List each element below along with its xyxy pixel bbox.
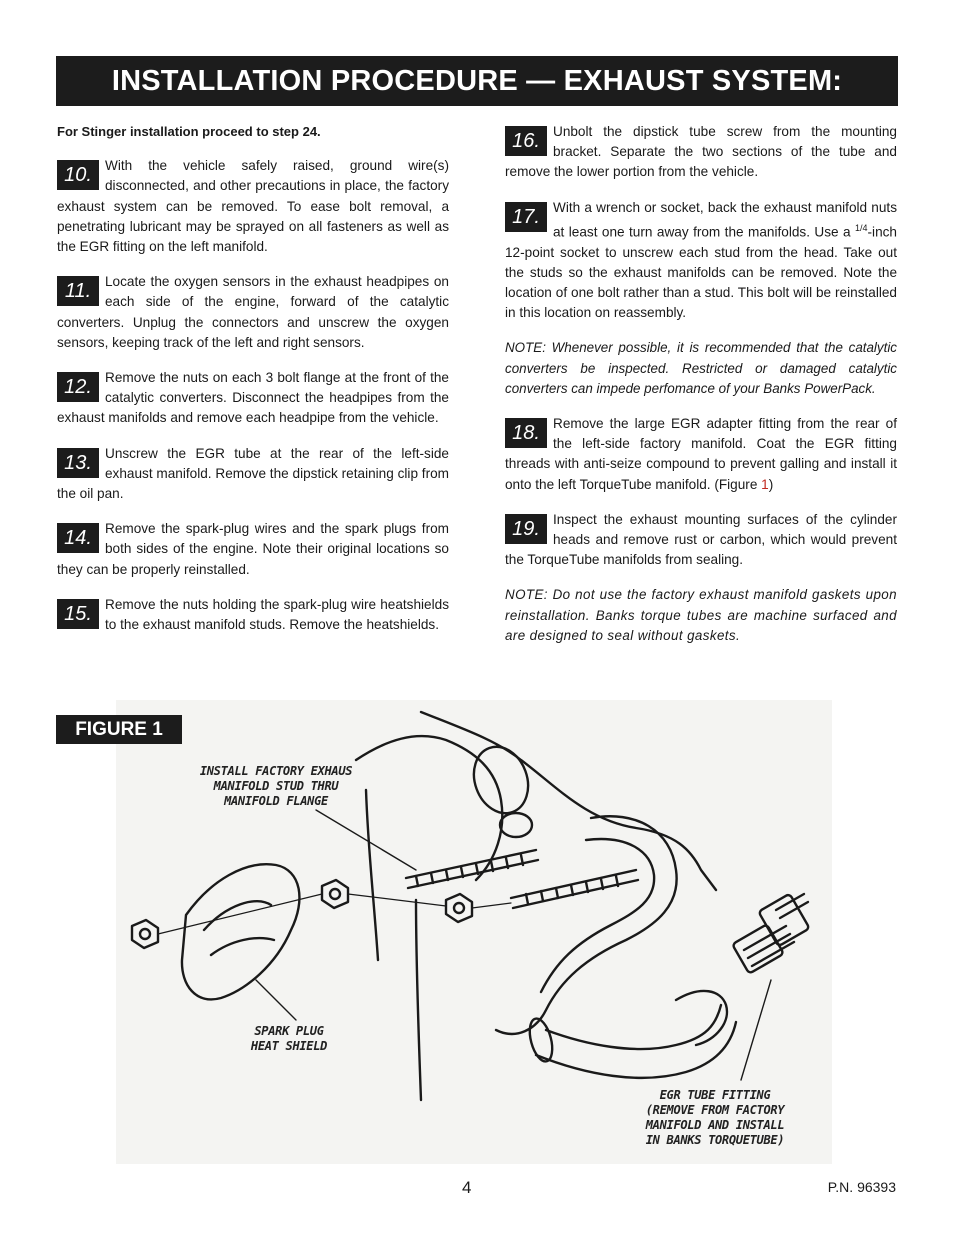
step-number: 11. [57,276,99,306]
exhaust-pipe [546,1005,721,1049]
egr-tube-fitting [732,894,809,974]
manifold-nut [446,894,472,922]
left-column [57,122,449,650]
stud-callout-leader [316,810,416,870]
step-text: Remove the large EGR adapter fitting from the rear of the left-side factory manifold. Coat the EGR fitting threads with anti-seize compound to prevent galling and install it onto the left TorqueTube manifold. (Figure [505,415,897,492]
nut-hole [140,929,150,939]
step-text: Unbolt the dipstick tube screw from the mounting bracket. Separate the two sections of the tube and remove the lower portion from the vehicle. [505,124,897,180]
step-text: With the vehicle safely raised, ground wire(s) disconnected, and other precautions in place, the factory exhaust system can be removed. To ease bolt removal, a penetrating lubricant may be sprayed on all fasteners as well as the EGR fitting on the left manifold. [57,158,449,255]
step-number: 16. [505,126,547,156]
callout-line: MANIFOLD FLANGE [224,794,328,808]
stud-callout [176,764,376,809]
socket-size-fraction: 1/4 [855,222,868,233]
egr-callout-leader [741,980,771,1080]
catalytic-note: NOTE: Whenever possible, it is recommended that the catalytic converters be inspected. Restricted or damaged catalytic converters can impede perfomance of your Banks PowerPack. [505,340,897,396]
step-number: 13. [57,448,99,478]
figure-1-label: FIGURE 1 [56,715,182,744]
spark-plug-heat-shield [182,864,299,999]
step-text: With a wrench or socket, back the exhaust manifold nuts at least one turn away from the manifolds. Use a [553,199,897,240]
torquetube-manifold-inner [541,839,654,992]
manifold-stud [511,870,638,908]
step-text: Remove the nuts on each 3 bolt flange at the front of the catalytic converters. Disconnect the headpipes from the exhaust manifolds and remove each headpipe from the vehicle. [57,370,449,426]
step-text: Unscrew the EGR tube at the rear of the left-side exhaust manifold. Remove the dipstick retaining clip from the oil pan. [57,445,449,502]
step-text-cont: -inch 12-point socket to unscrew each stud from the head. Take out the studs so the exhaust manifolds can be removed. Note the location of one bolt rather than a stud. This bolt will be reinstalled in this location on reassembly. [505,224,897,321]
engine-block [421,712,716,890]
step-13 [57,444,449,505]
step-text-cont: ) [768,476,774,492]
callout-line: SPARK PLUG [254,1024,324,1038]
callout-line: MANIFOLD AND INSTALL [645,1118,785,1132]
torquetube-manifold [496,816,677,1034]
step-number: 14. [57,523,99,553]
stinger-note: For Stinger installation proceed to step 24. [57,124,321,139]
step-number: 17. [505,202,547,232]
step-number: 19. [505,514,547,544]
gasket-note: NOTE: Do not use the factory exhaust manifold gaskets upon reinstallation. Banks torque tubes are machine surfaced and are designed to seal without gaskets. [505,587,897,643]
engine-block-lower [356,736,502,880]
manifold-stud [406,850,538,888]
heatshield-nut [132,920,158,948]
step-text: Locate the oxygen sensors in the exhaust headpipes on each side of the engine, forward of the catalytic converters. Unplug the connectors and unscrew the oxygen sensors, keeping track of the left and right sensors. [57,274,449,350]
callout-line: IN BANKS TORQUETUBE) [645,1133,785,1147]
step-17 [505,198,897,324]
callout-line: EGR TUBE FITTING [659,1088,771,1102]
engine-edge [366,790,378,960]
callout-line: (REMOVE FROM FACTORY [645,1103,785,1117]
step-19 [505,510,897,571]
page-number: 4 [462,1178,472,1197]
heatshield-callout [234,1024,344,1054]
step-text: Inspect the exhaust mounting surfaces of the cylinder heads and remove rust or carbon, which would prevent the TorqueTube manifolds from sealing. [505,511,897,568]
heatshield-callout-leader [256,980,296,1020]
page-title: INSTALLATION PROCEDURE — EXHAUST SYSTEM: [111,64,843,97]
step-14 [57,519,449,580]
step-number: 10. [57,160,99,190]
callout-line: INSTALL FACTORY EXHAUS [199,764,353,778]
engine-edge-2 [416,900,421,1100]
part-number: P.N. 96393 [827,1179,896,1195]
step-15 [57,595,449,635]
manifold-nut [322,880,348,908]
right-column [505,122,897,661]
step-16 [505,122,897,183]
step-text: Remove the nuts holding the spark-plug wire heatshields to the exhaust manifold studs. Remove the heatshields. [105,596,449,633]
egr-tube-end [676,991,727,1045]
nut-hole [454,903,464,913]
step-11 [57,272,449,353]
step-text: Remove the spark-plug wires and the spark plugs from both sides of the engine. Note their original locations so they can be properly reinstalled. [57,521,449,577]
egr-callout [620,1088,810,1148]
exhaust-port [500,813,532,837]
callout-line: HEAT SHIELD [250,1039,328,1053]
step-18 [505,414,897,495]
step-10 [57,156,449,257]
callout-line: MANIFOLD STUD THRU [213,779,339,793]
nut-hole [330,889,340,899]
step-12 [57,368,449,429]
step-number: 15. [57,599,99,629]
step-number: 18. [505,418,547,448]
page-header-banner [56,56,898,106]
figure-reference-link[interactable]: 1 [761,476,769,492]
heat-shield-inner [204,901,274,955]
step-number: 12. [57,372,99,402]
